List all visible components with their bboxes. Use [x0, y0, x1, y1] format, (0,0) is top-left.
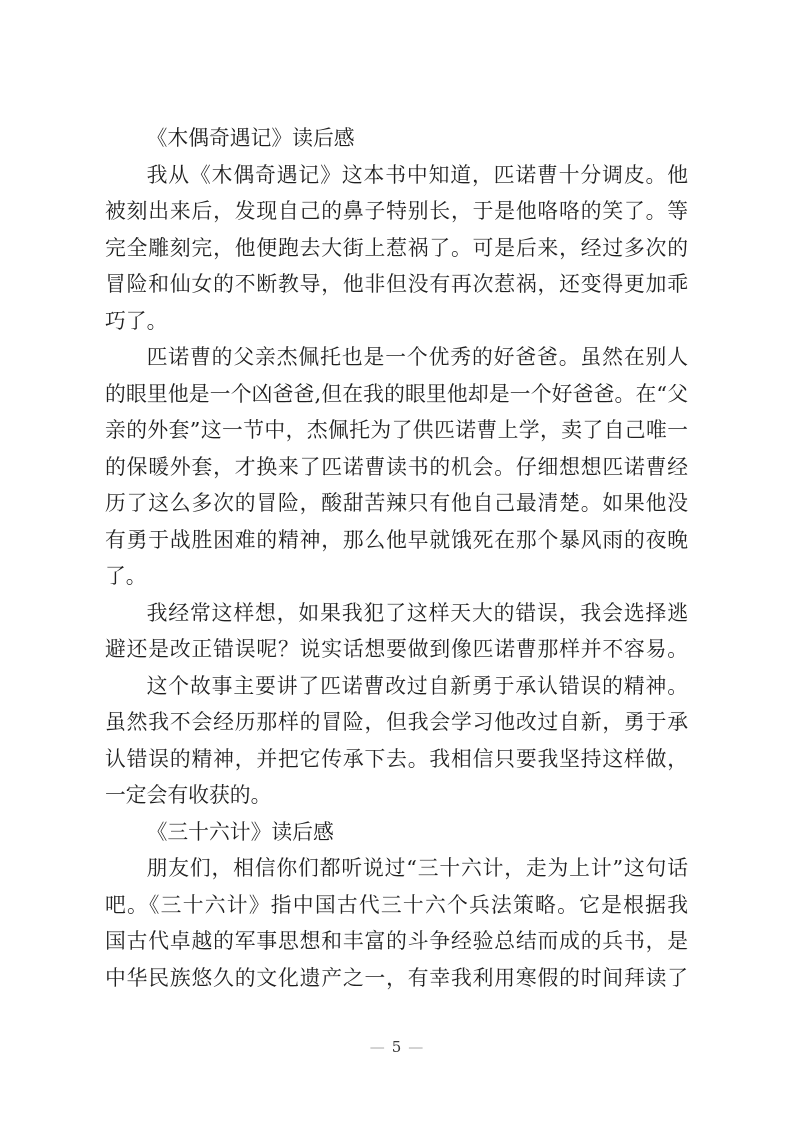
text-line: 的眼里他是一个凶爸爸,但在我的眼里他却是一个好爸爸。在“父 — [105, 381, 688, 406]
page-content — [105, 120, 688, 996]
text-line: 历了这么多次的冒险，酸甜苦辣只有他自己最清楚。如果他没 — [105, 491, 688, 515]
page-number: 5 — [391, 1038, 402, 1056]
essay-title: 《三十六计》读后感 — [146, 819, 334, 844]
text-line: 匹诺曹的父亲杰佩托也是一个优秀的好爸爸。虽然在别人 — [146, 345, 688, 369]
footer-dash-right: — — [408, 1038, 424, 1056]
essay-title: 《木偶奇遇记》读后感 — [146, 126, 355, 150]
text-line: 朋友们，相信你们都听说过“三十六计，走为上计”这句话 — [146, 856, 688, 880]
text-line: 了。 — [105, 564, 147, 588]
text-line: 吧。《三十六计》指中国古代三十六个兵法策略。它是根据我 — [105, 892, 688, 917]
text-line: 中华民族悠久的文化遗产之一，有幸我利用寒假的时间拜读了 — [105, 965, 688, 990]
text-line: 亲的外套”这一节中，杰佩托为了供匹诺曹上学，卖了自己唯一 — [105, 418, 688, 442]
text-line: 被刻出来后，发现自己的鼻子特别长，于是他咯咯的笑了。等 — [105, 199, 688, 223]
text-line: 我经常这样想，如果我犯了这样天大的错误，我会选择逃 — [146, 600, 688, 625]
text-line: 巧了。 — [105, 308, 168, 333]
text-line: 的保暖外套，才换来了匹诺曹读书的机会。仔细想想匹诺曹经 — [105, 454, 688, 479]
text-line: 我从《木偶奇遇记》这本书中知道，匹诺曹十分调皮。他 — [146, 162, 688, 187]
text-line: 国古代卓越的军事思想和丰富的斗争经验总结而成的兵书，是 — [105, 929, 688, 953]
text-line: 认错误的精神，并把它传承下去。我相信只要我坚持这样做， — [105, 746, 688, 771]
text-line: 有勇于战胜困难的精神，那么他早就饿死在那个暴风雨的夜晚 — [105, 527, 688, 552]
text-line: 冒险和仙女的不断教导，他非但没有再次惹祸，还变得更加乖 — [105, 272, 688, 296]
text-line: 这个故事主要讲了匹诺曹改过自新勇于承认错误的精神。 — [146, 673, 688, 698]
text-line: 避还是改正错误呢？说实话想要做到像匹诺曹那样并不容易。 — [105, 637, 688, 661]
text-line: 虽然我不会经历那样的冒险，但我会学习他改过自新，勇于承 — [105, 710, 688, 734]
text-line: 完全雕刻完，他便跑去大街上惹祸了。可是后来，经过多次的 — [105, 235, 688, 260]
text-line: 一定会有收获的。 — [105, 783, 272, 807]
footer-dash-left: — — [369, 1038, 385, 1056]
page-footer — [0, 1036, 793, 1058]
